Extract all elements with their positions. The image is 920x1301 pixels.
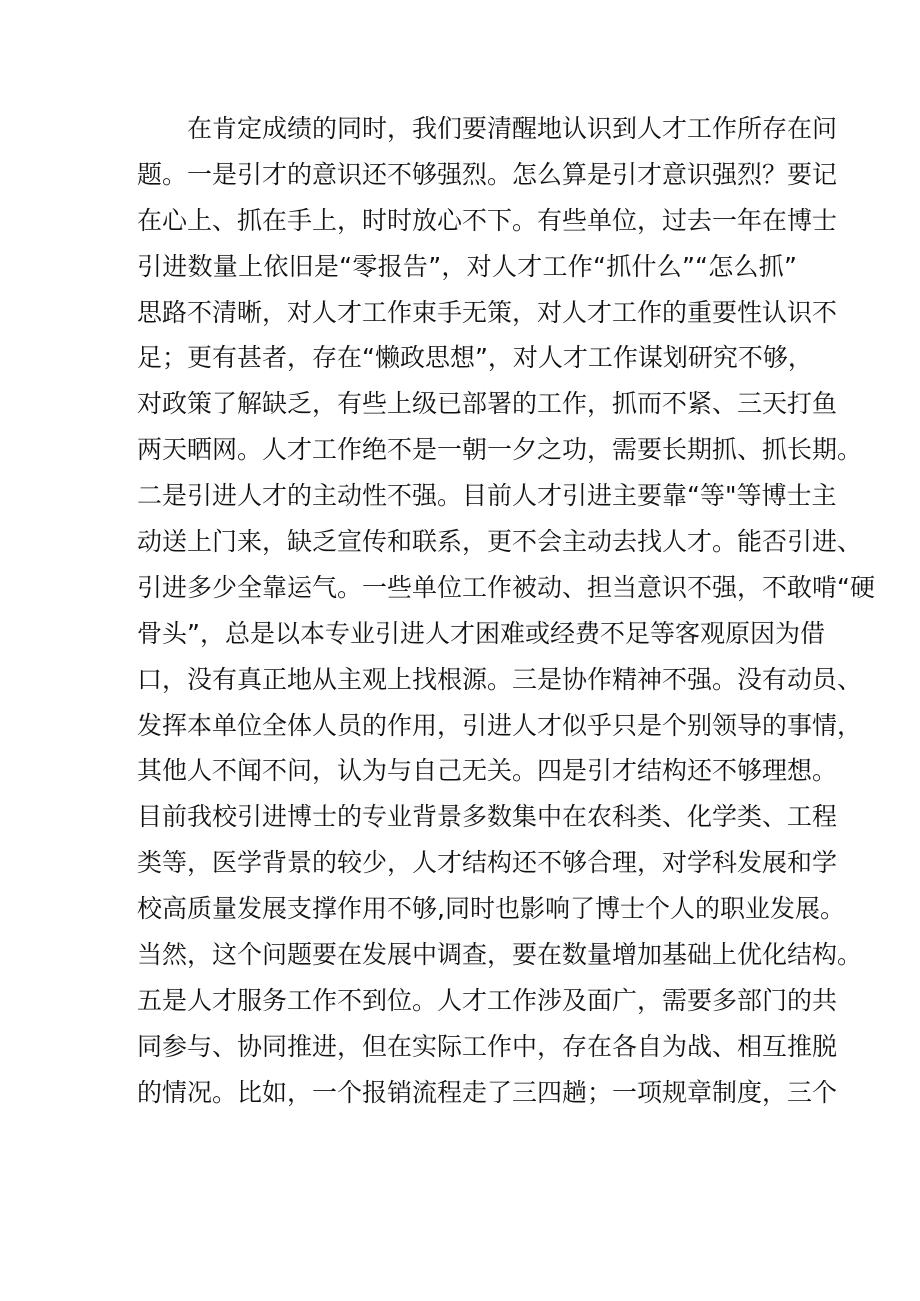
text-line: 在肯定成绩的同时，我们要清醒地认识到人才工作所存在问 (187, 114, 838, 143)
text-line: 发挥本单位全体人员的作用，引进人才似乎只是个别领导的事情， (137, 710, 863, 740)
text-line: 对政策了解缺乏，有些上级已部署的工作，抓而不紧、三天打鱼 (137, 389, 838, 419)
text-line: 同参与、协同推进，但在实际工作中，存在各自为战、相互推脱 (137, 1031, 838, 1061)
text-line: 类等，医学背景的较少，人才结构还不够合理，对学科发展和学 (137, 848, 838, 878)
text-line: 引进多少全靠运气。一些单位工作被动、担当意识不强，不敢啃“硬 (137, 572, 875, 602)
body-paragraph (137, 106, 875, 1116)
text-line: 校高质量发展支撑作用不够,同时也影响了博士个人的职业发展。 (137, 894, 845, 924)
text-line: 骨头”，总是以本专业引进人才困难或经费不足等客观原因为借 (137, 618, 825, 648)
text-line: 五是人才服务工作不到位。人才工作涉及面广，需要多部门的共 (137, 985, 838, 1015)
text-line: 二是引进人才的主动性不强。目前人才引进主要靠“等"等博士主 (137, 481, 837, 511)
text-line: 当然，这个问题要在发展中调查，要在数量增加基础上优化结构。 (137, 940, 863, 970)
text-line: 两天晒网。人才工作绝不是一朝一夕之功，需要长期抓、抓长期。 (137, 435, 863, 465)
text-line: 的情况。比如，一个报销流程走了三四趟；一项规章制度，三个 (137, 1077, 838, 1107)
text-line: 口，没有真正地从主观上找根源。三是协作精神不强。没有动员、 (137, 664, 863, 694)
text-line: 动送上门来，缺乏宣传和联系，更不会主动去找人才。能否引进、 (137, 527, 863, 557)
text-line: 在心上、抓在手上，时时放心不下。有些单位，过去一年在博士 (137, 205, 838, 235)
text-line: 题。一是引才的意识还不够强烈。怎么算是引才意识强烈？要记 (137, 159, 838, 189)
text-line: 引进数量上依旧是“零报告”，对人才工作“抓什么”“怎么抓” (137, 251, 797, 281)
text-line: 思路不清晰，对人才工作束手无策，对人才工作的重要性认识不 (137, 297, 838, 327)
text-line: 目前我校引进博士的专业背景多数集中在农科类、化学类、工程 (137, 802, 838, 832)
text-line: 其他人不闻不问，认为与自己无关。四是引才结构还不够理想。 (137, 756, 838, 786)
text-line: 足；更有甚者，存在“懒政思想”，对人才工作谋划研究不够， (137, 343, 813, 373)
